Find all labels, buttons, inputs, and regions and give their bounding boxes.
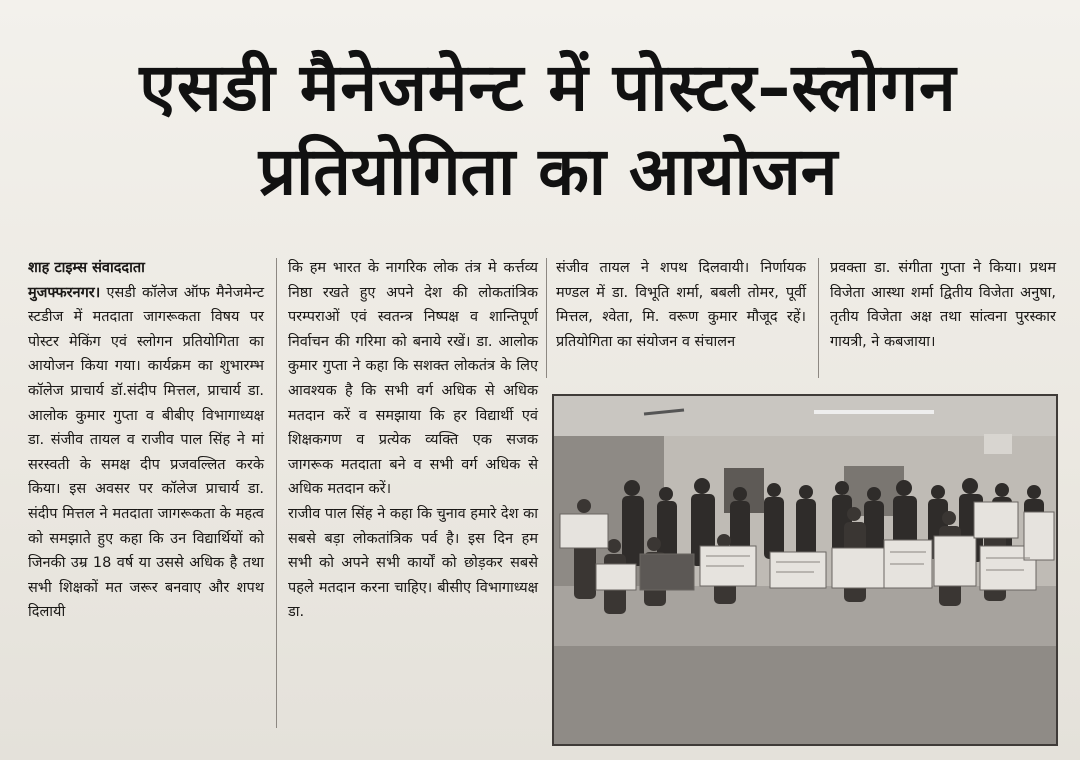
headline-line-2: प्रतियोगिता का आयोजन [258,133,838,210]
group-photo-illustration [554,396,1056,744]
column-divider [546,258,547,378]
column-4-text: प्रवक्ता डा. संगीता गुप्ता ने किया। प्रथम विजेता आस्था शर्मा द्वितीय विजेता अनुषा, तृतीय विजेता अक्ष तथा सांत्वना पुरस्कार गायत्री, ने कबजाया। [830,260,1056,350]
headline-line-1: एसडी मैनेजमेन्ट में पोस्टर–स्लोगन [139,49,957,126]
byline: शाह टाइम्स संवाददाता [28,260,145,276]
column-2-text: कि हम भारत के नागरिक लोक तंत्र मे कर्त्तव्य निष्ठा रखते हुए अपने देश की लोकतांत्रिक परम्पराओं एवं स्वतन्त्र निष्पक्ष व शान्तिपूर्ण निर्वाचन की गरिमा को बनाये रखें। डा. आलोक कुमार गुप्ता ने कहा कि सशक्त लोकतंत्र के लिए आवश्यक है कि सभी वर्ग अधिक से अधिक मतदान करें व समझाया कि हर विद्यार्थी एवं शिक्षकगण व प्रत्येक व्यक्ति एक सजक जागरूक मतदाता बने व सभी वर्ग अधिक से अधिक मतदान करें। [288,260,538,498]
column-2-text-b: राजीव पाल सिंह ने कहा कि चुनाव हमारे देश का सबसे बड़ा लोकतांत्रिक पर्व है। इस दिन हम सभी को अपने सभी कार्यों को छोड़कर सबसे पहले मतदान करना चाहिए। बीसीए विभागाध्यक्ष डा. [288,505,538,621]
article-column-2 [288,256,538,625]
event-photo [552,394,1058,746]
article-column-4 [830,256,1056,354]
column-3-text: संजीव तायल ने शपथ दिलवायी। निर्णायक मण्डल में डा. विभूति शर्मा, बबली तोमर, पूर्वी मित्तल, श्वेता, मि. वरूण कुमार मौजूद रहें। प्रतियोगिता का संयोजन व संचालन [556,260,806,350]
column-1-text: एसडी कॉलेज ऑफ मैनेजमेन्ट स्टडीज में मतदाता जागरूकता विषय पर पोस्टर मेकिंग एवं स्लोगन प्रतियोगिता का आयोजन किया गया। कार्यक्रम का शुभारम्भ कॉलेज प्राचार्य डॉ.संदीप मित्तल, प्राचार्य डा. आलोक कुमार गुप्ता व बीबीए विभागाध्यक्ष डा. संजीव तायल व राजीव पाल सिंह ने मां सरस्वती के समक्ष दीप प्रजवल्लित करके किया। इस अवसर पर कॉलेज प्राचार्य डा. संदीप मित्तल ने मतदाता जागरूकता के महत्व को समझाते हुए कहा कि उन विद्यार्थियों को जिनकी उम्र 18 वर्ष या उससे अधिक है तथा सभी शिक्षकों मत जरूर बनवाए और शपथ दिलायी [28,284,265,621]
headline [28,38,1068,222]
column-divider [276,258,277,728]
article-column-1 [28,256,264,625]
article-column-3 [556,256,806,354]
dateline-place: मुजफ्फरनगर। [28,284,101,301]
column-divider [818,258,819,378]
article-paragraph [28,281,264,625]
